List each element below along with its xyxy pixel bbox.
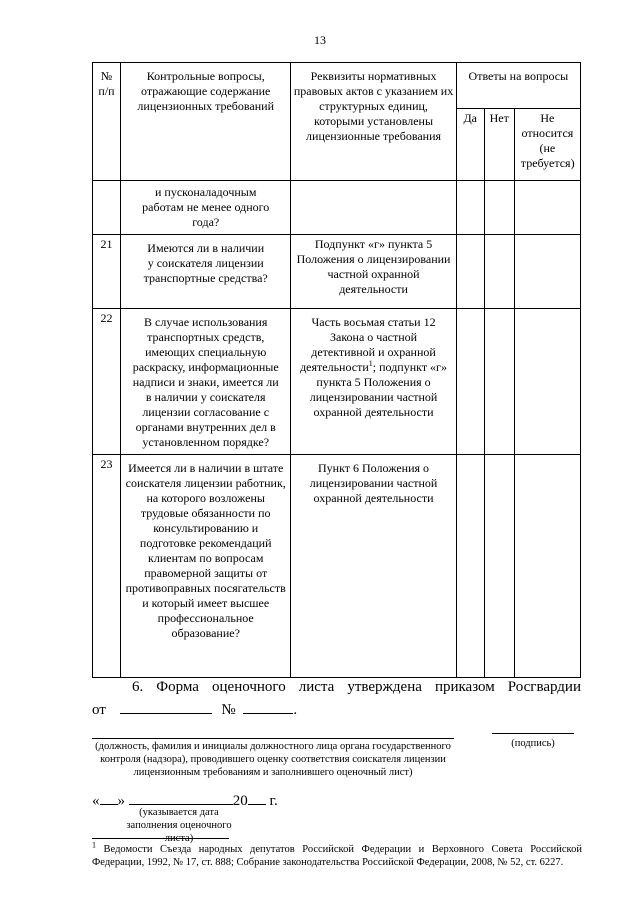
order-date-blank[interactable] <box>120 699 212 714</box>
answer-na-cell[interactable] <box>514 455 580 678</box>
row-num: 23 <box>93 455 121 678</box>
answer-no-cell[interactable] <box>484 455 514 678</box>
footnote-ref: 1 <box>368 359 373 368</box>
license-requirements-table <box>92 62 581 678</box>
paragraph-6-order-line <box>92 699 581 719</box>
date-caption: (указывается дата заполнения оценочного листа) <box>126 807 232 844</box>
answer-no-cell[interactable] <box>484 235 514 309</box>
answer-na-cell[interactable] <box>514 235 580 309</box>
row-requisites: Подпункт «г» пункта 5 Положения о лицензировании частной охранной деятельности <box>291 235 456 309</box>
table-row <box>93 235 581 309</box>
table-row <box>93 181 581 235</box>
answer-no-cell[interactable] <box>484 309 514 455</box>
header-requisites: Реквизиты нормативных правовых актов с указанием их структурных единиц, которыми установлены лицензионные требования <box>291 63 456 181</box>
footnote-divider <box>92 838 229 839</box>
answer-yes-cell[interactable] <box>456 455 484 678</box>
table-row <box>93 455 581 678</box>
footnote-text: Ведомости Съезда народных депутатов Российской Федерации и Верховного Совета Российской Федерации, 1992, № 17, ст. 888; Собрание законодательства Российской Федерации, 2008, № 52, ст. 6227. <box>92 844 582 868</box>
row-requisites-part-b: ; подпункт «г» пункта 5 Положения о лицензировании частной охранной деятельности <box>309 360 447 419</box>
position-caption: (должность, фамилия и инициалы должностного лица органа государственного контроля (надзора), проводившего оценку соответствия соискателя лицензии лицензионным требованиям и заполнившего оценочный лист) <box>95 741 451 778</box>
order-number-sign: № <box>221 702 236 718</box>
row-requisites-part-a: Часть восьмая статьи 12 Закона о частной детективной и охранной деятельности <box>300 315 436 374</box>
year-prefix: 20 <box>232 793 248 809</box>
row-question: Имеется ли в наличии в штате соискателя лицензии работник, на которого возложены трудовые обязанности по консультированию и подготовке рекомендаций клиентам по вопросам правомерной защиты от противоправных посягательств и который имеет высшее профессиональное образование? <box>121 455 291 678</box>
position-signature-line[interactable] <box>92 738 454 739</box>
row-question: Имеются ли в наличии у соискателя лицензии транспортные средства? <box>121 235 291 309</box>
signature-line[interactable] <box>492 733 574 734</box>
paragraph-6: 6. Форма оценочного листа утверждена приказом Росгвардии <box>132 679 581 695</box>
header-answers: Ответы на вопросы <box>456 63 580 109</box>
row-question: и пусконаладочным работам не менее одного года? <box>121 181 291 235</box>
row-num: 21 <box>93 235 121 309</box>
table-row <box>93 309 581 455</box>
order-from-label: от <box>92 702 106 718</box>
year-suffix: г. <box>269 793 278 809</box>
footnote <box>92 840 582 869</box>
header-no: Нет <box>484 109 514 181</box>
month-blank[interactable] <box>129 790 233 805</box>
row-num: 22 <box>93 309 121 455</box>
row-requisites <box>291 309 456 455</box>
header-question: Контрольные вопросы, отражающие содержание лицензионных требований <box>121 63 291 181</box>
row-question: В случае использования транспортных средств, имеющих специальную раскраску, информационные надписи и знаки, имеется ли в наличии у соискателя лицензии согласование с органами внутренних дел в установленном порядке? <box>121 309 291 455</box>
answer-no-cell[interactable] <box>484 181 514 235</box>
signature-caption: (подпись) <box>511 738 555 749</box>
header-num: № п/п <box>93 63 121 181</box>
row-num <box>93 181 121 235</box>
answer-na-cell[interactable] <box>514 181 580 235</box>
row-requisites <box>291 181 456 235</box>
date-open-quote: « <box>92 793 100 809</box>
answer-na-cell[interactable] <box>514 309 580 455</box>
page-number: 13 <box>314 33 326 47</box>
footnote-mark: 1 <box>92 840 96 850</box>
answer-yes-cell[interactable] <box>456 235 484 309</box>
row-requisites: Пункт 6 Положения о лицензировании частной охранной деятельности <box>291 455 456 678</box>
order-end-dot: . <box>293 702 298 718</box>
header-na: Не относится (не требуется) <box>514 109 580 181</box>
day-blank[interactable] <box>100 790 118 805</box>
order-number-blank[interactable] <box>243 699 293 714</box>
answer-yes-cell[interactable] <box>456 181 484 235</box>
year-blank[interactable] <box>248 790 266 805</box>
answer-yes-cell[interactable] <box>456 309 484 455</box>
date-close-quote: » <box>117 793 125 809</box>
header-yes: Да <box>456 109 484 181</box>
